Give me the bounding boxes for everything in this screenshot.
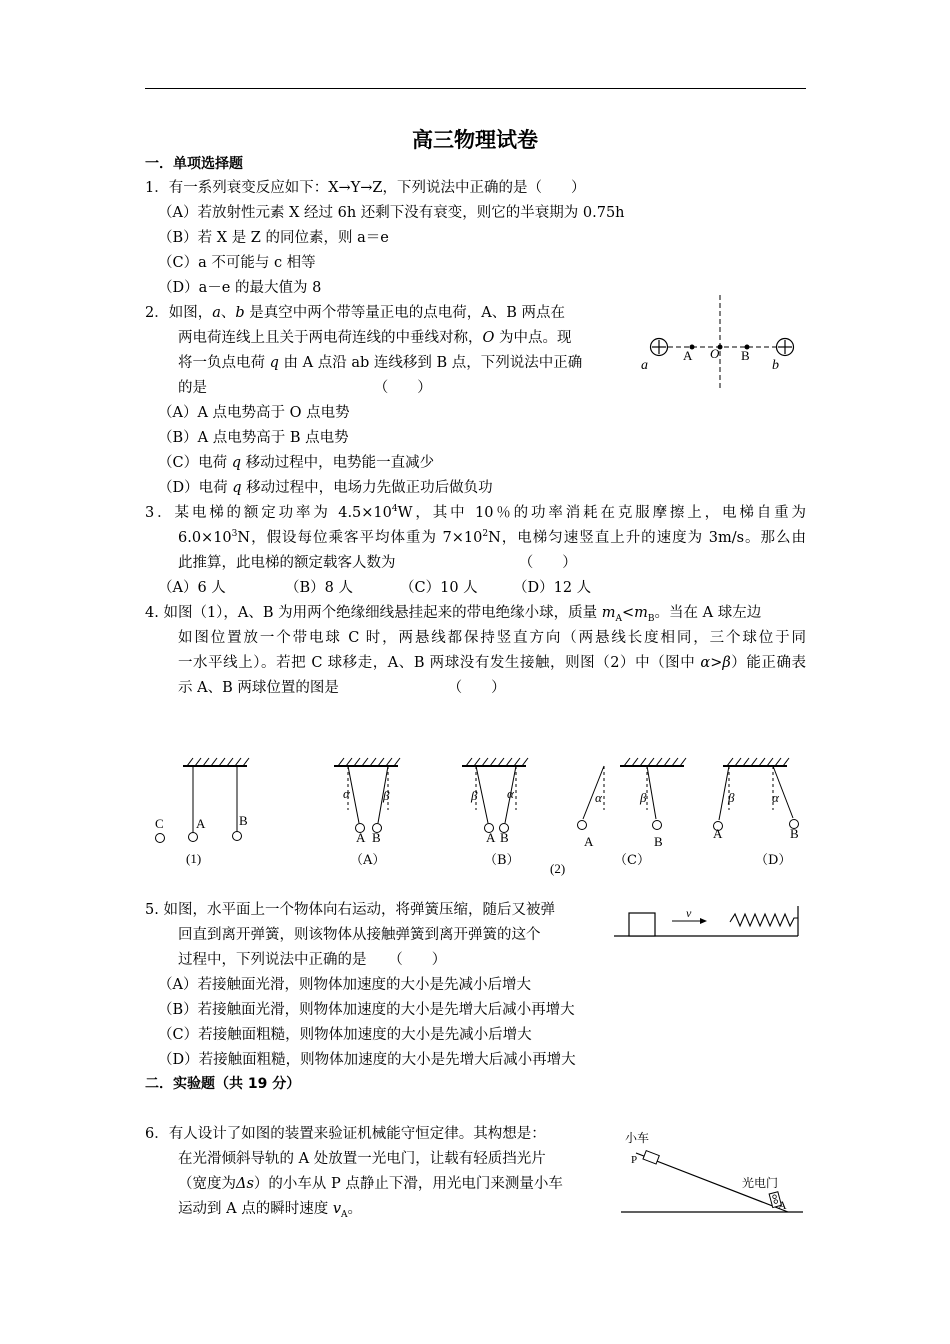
q2-fig-label-a: a — [641, 358, 648, 373]
q2-line-2: 两电荷连线上且关于两电荷连线的中垂线对称，O 为中点。现 — [178, 330, 572, 346]
q2-option-a: （A）A 点电势高于 O 点电势 — [158, 405, 350, 421]
section-heading-1: 一．单项选择题 — [145, 156, 243, 172]
q5-option-a: （A）若接触面光滑，则物体加速度的大小是先减小后增大 — [158, 977, 531, 993]
block — [629, 913, 655, 936]
q4-line-1: 4. 如图（1），A、B 为用两个绝缘细线悬挂起来的带电绝缘小球，质量 $m_A<m_B$。当在 A 球左边 — [145, 605, 762, 624]
figA-beta: β — [383, 788, 390, 803]
q6-fig-label-car: 小车 — [625, 1131, 650, 1145]
figure-option-c — [578, 758, 687, 830]
ceiling-hatch — [183, 758, 249, 766]
q1-option-d: （D）a－e 的最大值为 8 — [158, 280, 322, 296]
charge-a-icon — [651, 339, 668, 356]
fig1-label-b: B — [239, 813, 248, 828]
header-rule — [145, 88, 806, 89]
q6-line-4: 运动到 A 点的瞬时速度 $v_A$。 — [178, 1201, 363, 1220]
q5-line-1: 5. 如图，水平面上一个物体向右运动，将弹簧压缩，随后又被弹 — [145, 902, 555, 918]
charge-b-icon — [777, 339, 794, 356]
q6-line-1: 6．有人设计了如图的装置来验证机械能守恒定律。其构想是： — [145, 1126, 546, 1142]
ball-a — [189, 833, 198, 842]
q5-fig-label-v: v — [686, 906, 692, 920]
ceiling-hatch — [334, 758, 400, 766]
figA-label-a: A — [356, 830, 366, 845]
q2-charges-figure — [640, 290, 810, 390]
figA-alpha: α — [343, 786, 350, 801]
figC-label-b: B — [654, 834, 663, 849]
fig1-label-a: A — [196, 816, 206, 831]
fig1-label-c: C — [155, 816, 164, 831]
q1-option-b: （B）若 X 是 Z 的同位素，则 a＝e — [158, 230, 389, 246]
q2-option-c: （C）电荷 q 移动过程中，电势能一直减少 — [158, 455, 435, 471]
q6-line-3: （宽度为Δs）的小车从 P 点静止下滑，用光电门来测量小车 — [178, 1176, 563, 1192]
cart — [643, 1151, 659, 1164]
figB-caption: （B） — [484, 853, 520, 868]
figD-caption: （D） — [755, 853, 792, 868]
q2-fig-label-A: A — [683, 348, 693, 363]
q2-fig-label-B: B — [741, 348, 750, 363]
q5-option-b: （B）若接触面光滑，则物体加速度的大小是先增大后减小再增大 — [158, 1002, 575, 1018]
q5-spring-figure — [612, 900, 802, 942]
figD-beta: β — [728, 790, 735, 805]
ceiling-hatch — [462, 758, 528, 766]
q1-stem: 1．有一系列衰变反应如下：X→Y→Z，下列说法中正确的是（ ） — [145, 180, 586, 196]
q3-option-a: （A）6 人 — [158, 580, 226, 596]
figD-label-b: B — [790, 826, 799, 841]
q4-line-4: 示 A、B 两球位置的图是 （ ） — [178, 680, 506, 696]
ceiling-hatch — [620, 758, 686, 766]
q2-fig-label-O: O — [710, 346, 720, 361]
q2-line-3: 将一负点电荷 q 由 A 点沿 ab 连线移到 B 点，下列说法中正确 — [178, 355, 583, 371]
figB-beta: β — [471, 788, 478, 803]
q2-option-d: （D）电荷 q 移动过程中，电场力先做正功后做负功 — [158, 480, 493, 496]
q4-pendulum-figures — [140, 750, 820, 865]
q1-option-c: （C）a 不可能与 c 相等 — [158, 255, 316, 271]
figC-label-a: A — [584, 834, 594, 849]
figD-alpha: α — [772, 790, 779, 805]
section-heading-2: 二．实验题（共 19 分） — [145, 1076, 301, 1092]
figC-caption: （C） — [614, 853, 650, 868]
q2-line-4: 的是 （ ） — [178, 380, 432, 396]
q6-line-2: 在光滑倾斜导轨的 A 处放置一光电门，让载有轻质挡光片 — [178, 1151, 546, 1167]
q5-line-3: 过程中，下列说法中正确的是 （ ） — [178, 952, 447, 968]
figC-beta: β — [640, 790, 647, 805]
q5-line-2: 回直到离开弹簧，则该物体从接触弹簧到离开弹簧的这个 — [178, 927, 541, 943]
q3-option-b: （B）8 人 — [285, 580, 353, 596]
q6-fig-label-p: P — [631, 1154, 638, 1166]
q6-fig-label-gate: 光电门 — [742, 1176, 779, 1190]
q2-fig-label-b: b — [772, 358, 779, 373]
q1-option-a: （A）若放射性元素 X 经过 6h 还剩下没有衰变，则它的半衰期为 0.75h — [158, 205, 625, 221]
fig1-caption: (1) — [186, 851, 202, 866]
q2-line-1: 2．如图，a、b 是真空中两个带等量正电的点电荷，A、B 两点在 — [145, 305, 566, 321]
q5-option-c: （C）若接触面粗糙，则物体加速度的大小是先减小后增大 — [158, 1027, 532, 1043]
q3-line-2: $6.0\times 10^3N$，假设每位乘客平均体重为 $7\times 10^2N$，电梯匀速竖直上升的速度为 3m/s。那么由 — [178, 529, 806, 546]
figC-alpha: α — [595, 790, 602, 805]
figA-caption: （A） — [350, 853, 386, 868]
ball-b — [233, 832, 242, 841]
spring — [730, 914, 798, 926]
q3-line-1: 3．某电梯的额定功率为 $4.5\times 10^4W$，其中 10％的功率消耗在克服摩擦上，电梯自重为 — [145, 504, 806, 521]
page-title: 高三物理试卷 — [412, 128, 538, 152]
fig2-caption: (2) — [550, 861, 566, 876]
figB-label-b: B — [500, 830, 509, 845]
q3-line-3: 此推算，此电梯的额定载客人数为 （ ） — [178, 555, 577, 571]
ball-c — [156, 834, 165, 843]
q3-option-d: （D）12 人 — [513, 580, 592, 596]
figD-label-a: A — [713, 826, 723, 841]
q5-option-d: （D）若接触面粗糙，则物体加速度的大小是先增大后减小再增大 — [158, 1052, 576, 1068]
q4-line-2: 如图位置放一个带电球 C 时，两悬线都保持竖直方向（两悬线长度相同，三个球位于同 — [178, 630, 806, 646]
figA-label-b: B — [372, 830, 381, 845]
q4-line-3: 一水平线上）。若把 C 球移走，A、B 两球没有发生接触，则图（2）中（图中 α>β）能正确表 — [178, 655, 806, 671]
q3-option-c: （C）10 人 — [400, 580, 478, 596]
figB-label-a: A — [486, 830, 496, 845]
figure-option-d — [714, 758, 799, 831]
q6-fig-label-a: A — [778, 1198, 787, 1212]
q2-option-b: （B）A 点电势高于 B 点电势 — [158, 430, 349, 446]
figB-alpha: α — [507, 786, 514, 801]
ceiling-hatch — [723, 758, 789, 766]
